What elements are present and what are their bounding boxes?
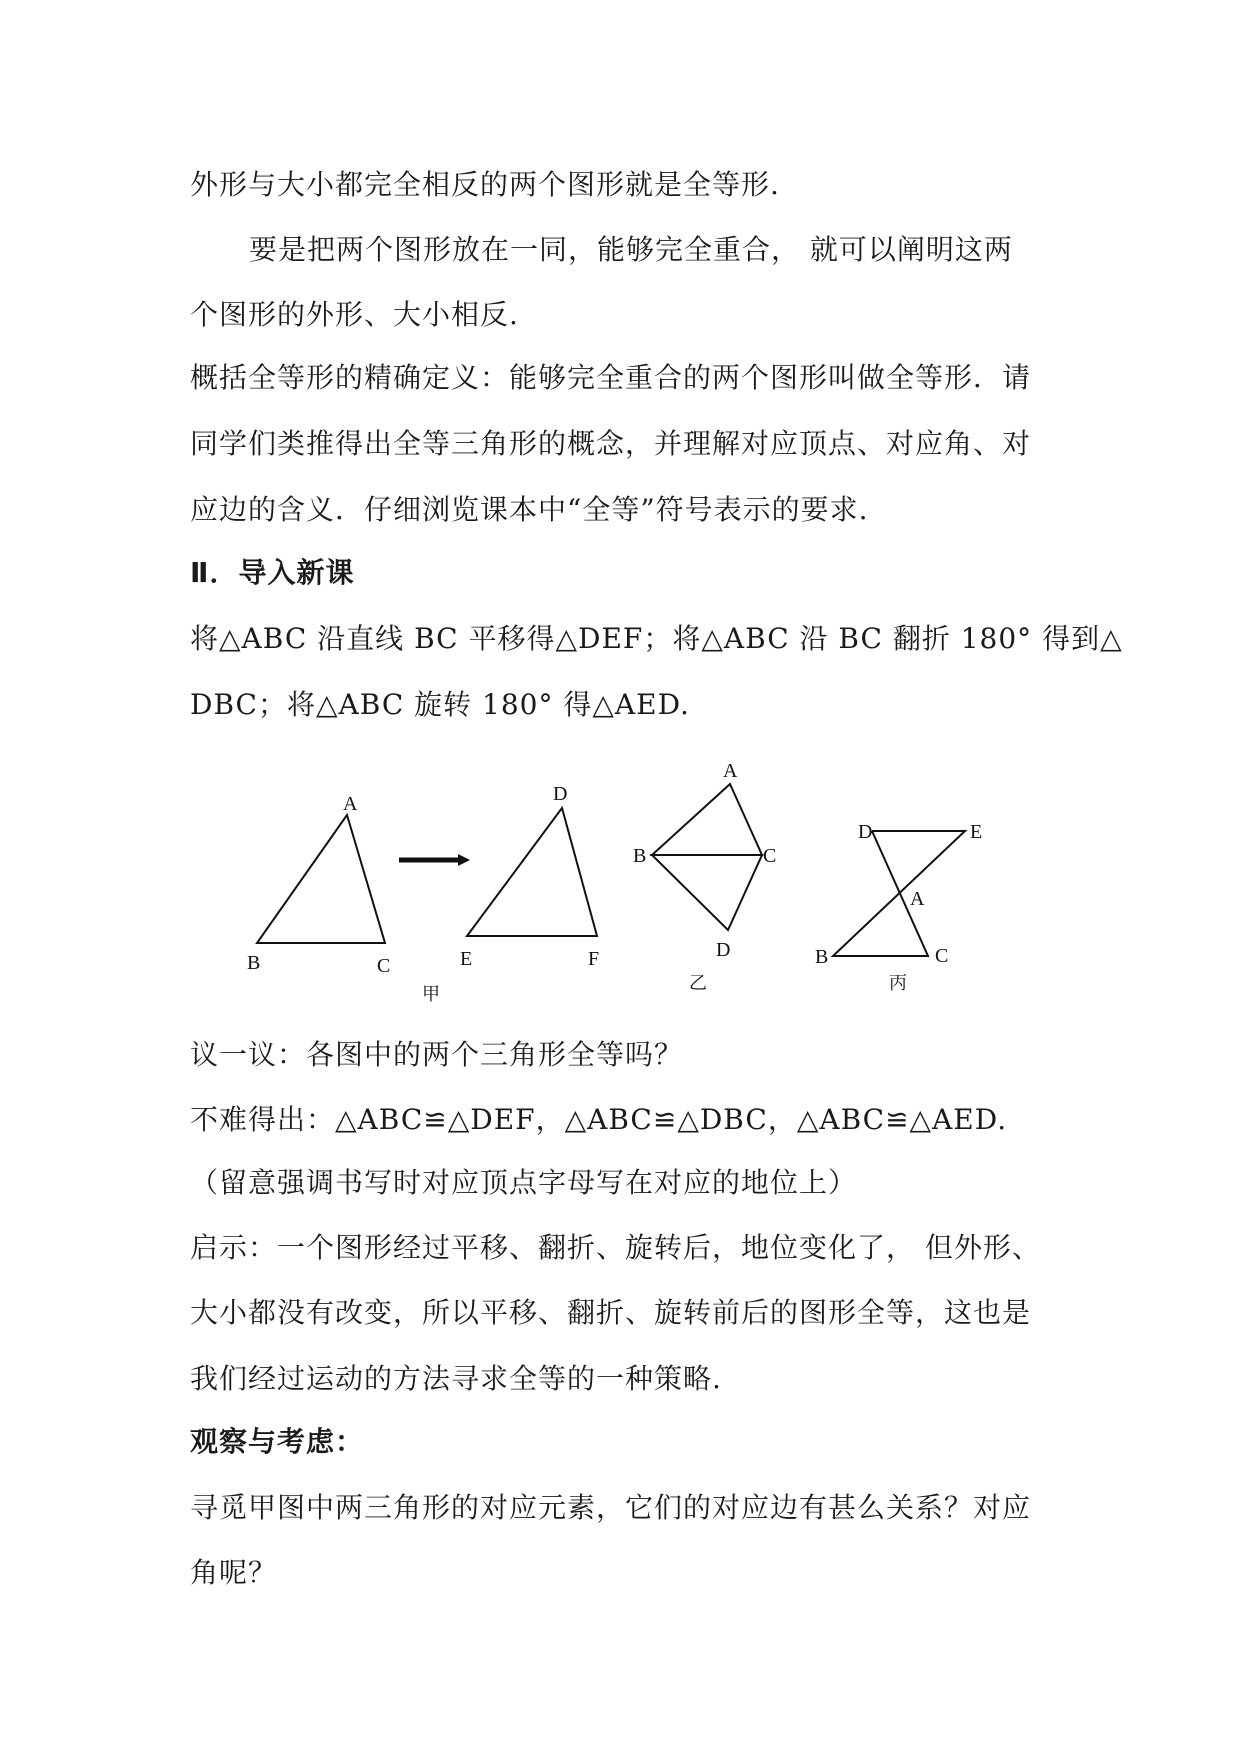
label-D: D [553,783,568,805]
label-D: D [716,939,731,961]
text-line: 概括全等形的精确定义：能够完全重合的两个图形叫做全等形．请 [190,361,1032,394]
label-D: D [858,821,873,843]
label-C: C [763,845,777,867]
section-heading: Ⅱ．导入新课 [190,556,355,589]
text-line: 我们经过运动的方法寻求全等的一种策略. [190,1362,722,1395]
label-E: E [460,948,473,970]
label-A: A [343,793,358,815]
text-line: 大小都没有改变，所以平移、翻折、旋转前后的图形全等，这也是 [190,1296,1032,1329]
figure-jia-right [467,808,597,936]
triangle-figures [0,750,1241,1010]
text-line: 同学们类推得出全等三角形的概念，并理解对应顶点、对应角、对 [190,427,1032,460]
label-A: A [910,888,925,910]
caption-yi: 乙 [689,973,707,993]
label-C: C [935,945,949,967]
text-line: 外形与大小都完全相反的两个图形就是全等形. [190,168,780,201]
text-line: 议一议：各图中的两个三角形全等吗？ [190,1038,684,1071]
text-line: 个图形的外形、大小相反. [190,298,519,331]
caption-jia: 甲 [422,984,440,1004]
section-heading: 观察与考虑： [190,1425,365,1458]
text-line: 角呢？ [190,1556,278,1589]
label-F: F [588,948,600,970]
caption-bing: 丙 [889,973,907,993]
label-B: B [815,946,829,968]
figure-yi [652,784,762,930]
text-line: 不难得出：△ABC≌△DEF，△ABC≌△DBC，△ABC≌△AED. [190,1103,1008,1136]
text-line: 启示：一个图形经过平移、翻折、旋转后，地位变化了， 但外形、 [190,1231,1041,1264]
arrow-icon [399,854,470,866]
label-A: A [723,760,738,782]
text-line: 要是把两个图形放在一同，能够完全重合， 就可以阐明这两 [249,233,1013,266]
label-B: B [247,952,261,974]
label-C: C [377,955,391,977]
text-line: 寻觅甲图中两三角形的对应元素，它们的对应边有甚么关系？对应 [190,1491,1032,1524]
figure-bing [833,831,965,956]
figure-jia-left [257,815,385,943]
label-E: E [970,821,983,843]
text-line: DBC；将△ABC 旋转 180° 得△AED. [190,688,690,721]
text-line: 将△ABC 沿直线 BC 平移得△DEF；将△ABC 沿 BC 翻折 180° 得到△ [190,622,1123,655]
text-line: 应边的含义．仔细浏览课本中“全等”符号表示的要求. [190,493,869,526]
label-B: B [633,845,647,867]
text-line: （留意强调书写时对应顶点字母写在对应的地位上） [190,1166,858,1199]
